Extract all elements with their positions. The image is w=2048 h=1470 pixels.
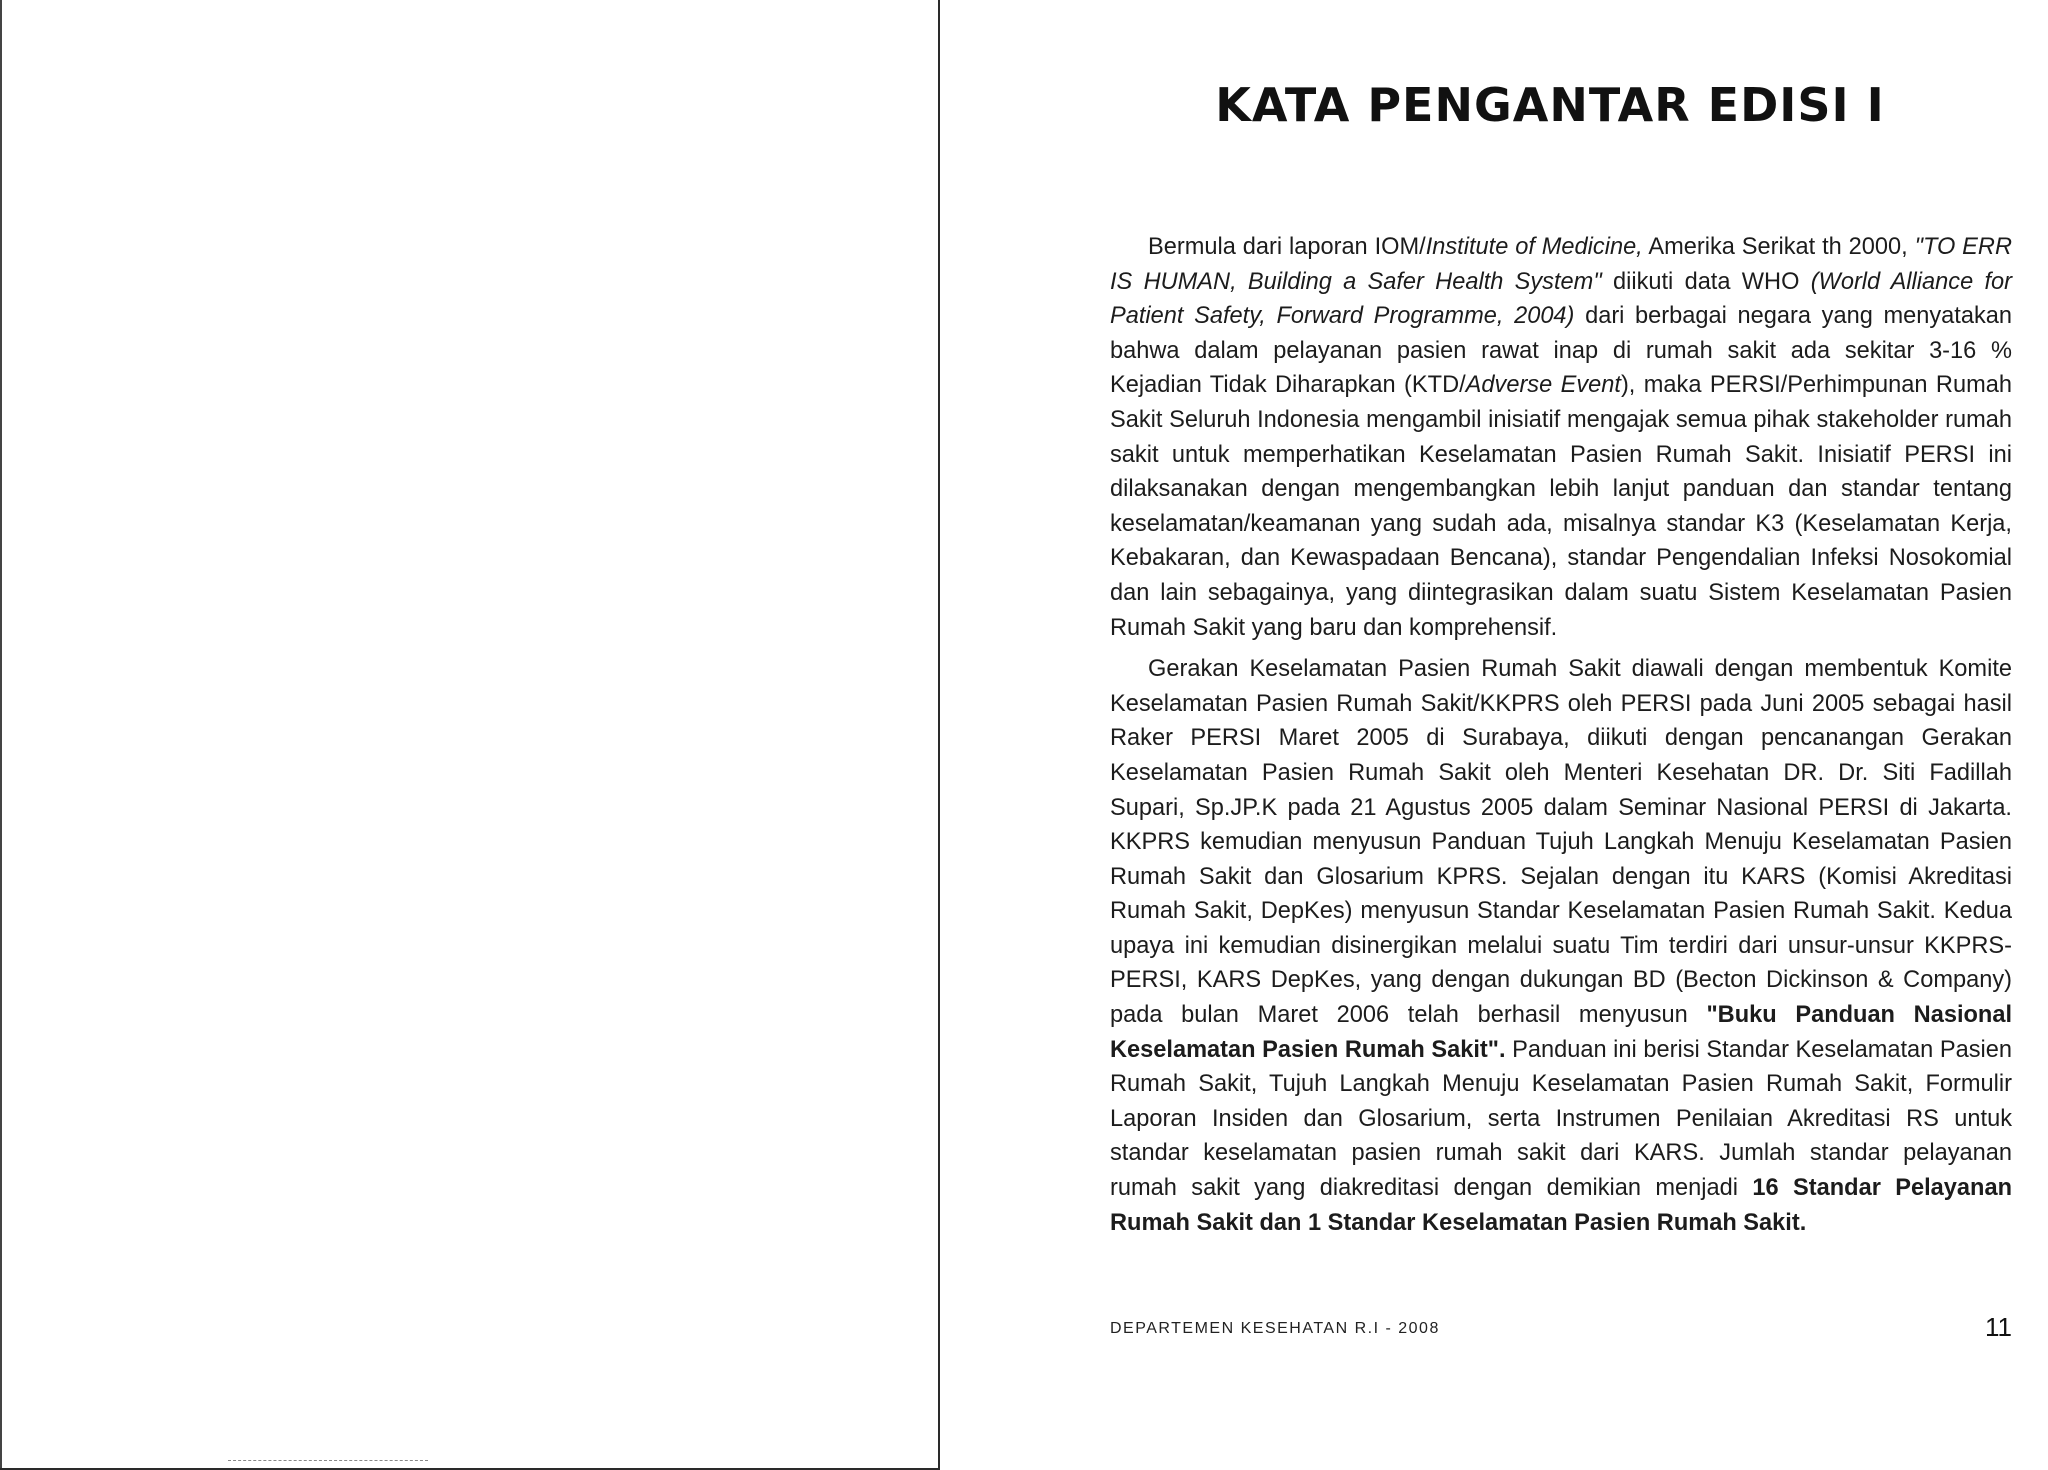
page-footer: [1110, 1312, 2012, 1346]
text-run: Gerakan Keselamatan Pasien Rumah Sakit diawali dengan membentuk Komite Keselamatan Pasien Rumah Sakit/KKPRS oleh PERSI pada Juni 2005 sebagai hasil Raker PERSI Maret 2005 di Surabaya, diikuti dengan pencanangan Gerakan Keselamatan Pasien Rumah Sakit oleh Menteri Kesehatan DR. Dr. Siti Fadillah Supari, Sp.JP.K pada 21 Agustus 2005 dalam Seminar Nasional PERSI di Jakarta. KKPRS kemudian menyusun Panduan Tujuh Langkah Menuju Keselamatan Pasien Rumah Sakit dan Glosarium KPRS. Sejalan dengan itu KARS (Komisi Akreditasi Rumah Sakit, DepKes) menyusun Standar Keselamatan Pasien Rumah Sakit. Kedua upaya ini kemudian disinergikan melalui suatu Tim terdiri dari unsur-unsur KKPRS-PERSI, KARS DepKes, yang dengan dukungan BD (Becton Dickinson & Company) pada bulan Maret 2006 telah berhasil menyusun: [1110, 656, 2012, 1029]
text-run: dari berbagai negara yang menyatakan bahwa dalam pelayanan pasien rawat inap di rumah sakit ada sekitar 3-16 % Kejadian Tidak Diharapkan (KTD/: [1110, 303, 2012, 399]
body-text: [1110, 230, 2012, 1247]
paragraph-2: [1110, 652, 2012, 1240]
italic-run: Adverse Event: [1465, 372, 1621, 399]
text-run: Amerika Serikat th 2000,: [1642, 234, 1915, 260]
italic-run: Institute of Medicine,: [1425, 234, 1643, 260]
text-run: Panduan ini berisi Standar Keselamatan Pasien Rumah Sakit, Tujuh Langkah Menuju Keselamatan Pasien Rumah Sakit, Formulir Laporan Insiden dan Glosarium, serta Instrumen Penilaian Akreditasi RS untuk standar keselamatan pasien rumah sakit dari KARS. Jumlah standar pelayanan rumah sakit yang diakreditasi dengan demikian menjadi: [1110, 1036, 2012, 1202]
paragraph-1: [1110, 230, 2012, 645]
text-run: diikuti data WHO: [1601, 268, 1811, 295]
text-run: ), maka PERSI/Perhimpunan Rumah Sakit Seluruh Indonesia mengambil inisiatif mengajak semua pihak stakeholder rumah sakit untuk memperhatikan Keselamatan Pasien Rumah Sakit. Inisiatif PERSI ini dilaksanakan dengan mengembangkan lebih lanjut panduan dan standar tentang keselamatan/keamanan yang sudah ada, misalnya standar K3 (Keselamatan Kerja, Kebakaran, dan Kewaspadaan Bencana), standar Pengendalian Infeksi Nosokomial dan lain sebagainya, yang diintegrasikan dalam suatu Sistem Keselamatan Pasien Rumah Sakit yang baru dan komprehensif.: [1110, 372, 2012, 641]
page-title: KATA PENGANTAR EDISI I: [1215, 78, 1885, 132]
italic-run: "TO ERR IS HUMAN, Building a Safer Health System": [1110, 234, 2012, 295]
book-spine-line: [938, 0, 940, 1470]
bold-run: "Buku Panduan Nasional Keselamatan Pasien Rumah Sakit".: [1110, 1002, 2012, 1063]
blank-left-page: [0, 0, 944, 1449]
left-page-bottom-marks: [228, 1460, 428, 1463]
left-page-edge: [0, 0, 2, 1470]
page-number: 11: [1985, 1312, 2012, 1342]
right-page: [1110, 0, 2010, 1449]
text-run: Bermula dari laporan IOM/: [1148, 234, 1426, 260]
footer-publisher: DEPARTEMEN KESEHATAN R.I - 2008: [1110, 1320, 1440, 1337]
italic-run: (World Alliance for Patient Safety, Forward Programme, 2004): [1110, 268, 2012, 330]
bold-run: 16 Standar Pelayanan Rumah Sakit dan 1 Standar Keselamatan Pasien Rumah Sakit.: [1110, 1175, 2012, 1236]
